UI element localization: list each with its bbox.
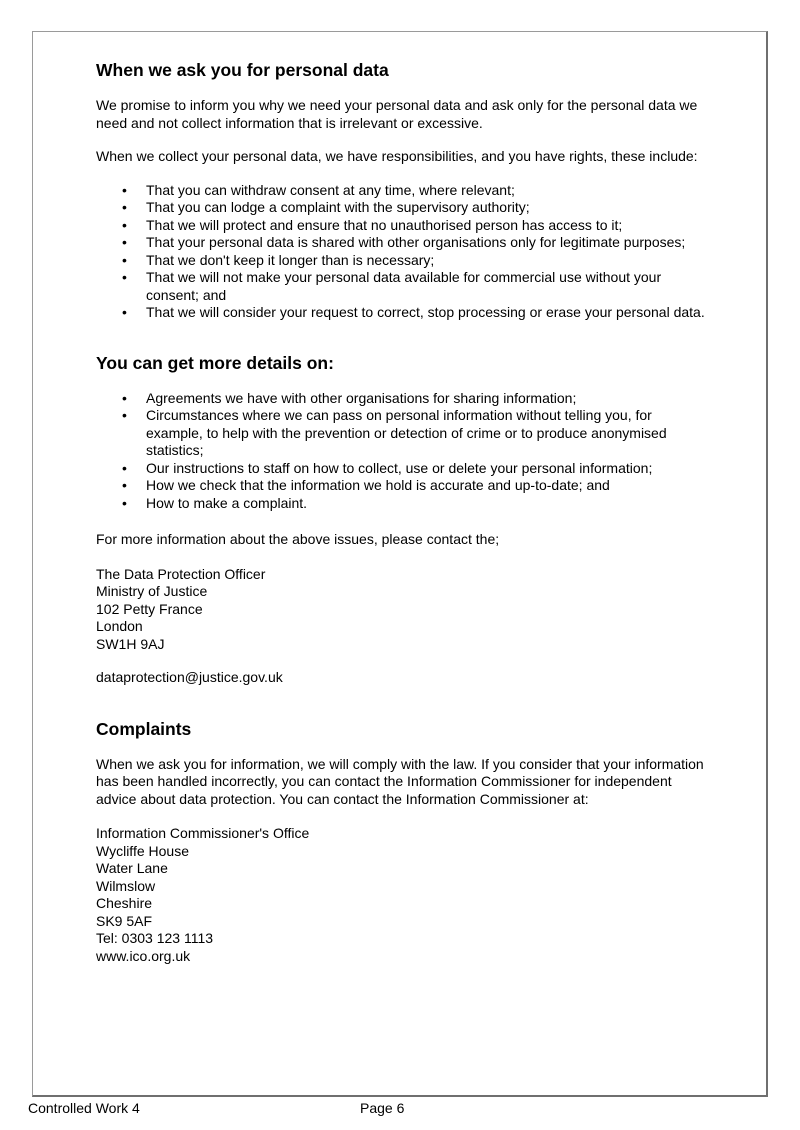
heading-personal-data: When we ask you for personal data — [96, 60, 389, 80]
ico-address-block — [96, 825, 710, 965]
address-line: Tel: 0303 123 1113 — [96, 930, 214, 946]
address-line: Information Commissioner's Office — [96, 825, 310, 841]
list-item: • That we will not make your personal data available for commercial use without your consent; and — [146, 269, 710, 304]
heading-more-details: You can get more details on: — [96, 352, 334, 373]
list-item: • That you can lodge a complaint with the supervisory authority; — [146, 199, 710, 217]
list-item: • How to make a complaint. — [146, 495, 710, 513]
footer-page-number: Page 6 — [360, 1100, 405, 1116]
heading-complaints: Complaints — [96, 718, 192, 739]
address-line: Ministry of Justice — [96, 583, 208, 599]
address-line: The Data Protection Officer — [96, 565, 266, 582]
address-line: www.ico.org.uk — [96, 947, 191, 964]
address-line: Wilmslow — [96, 877, 156, 894]
list-item: • Agreements we have with other organisations for sharing information; — [146, 390, 710, 408]
rights-bullet-list — [96, 182, 710, 322]
address-line: 102 Petty France — [96, 600, 203, 617]
list-item: • That you can withdraw consent at any time, where relevant; — [146, 182, 710, 200]
list-item: • Our instructions to staff on how to collect, use or delete your personal information; — [146, 460, 710, 478]
page-footer — [0, 1100, 800, 1120]
address-line: Cheshire — [96, 895, 153, 911]
address-line: Wycliffe House — [96, 842, 189, 859]
paragraph-collect: When we collect your personal data, we have responsibilities, and you have rights, these include: — [96, 148, 698, 164]
paragraph-more-info: For more information about the above issues, please contact the; — [96, 531, 500, 547]
address-line: SK9 5AF — [96, 912, 153, 929]
details-bullet-list — [96, 390, 710, 513]
list-item: • That we don't keep it longer than is necessary; — [146, 252, 710, 270]
list-item: • That your personal data is shared with other organisations only for legitimate purposes; — [146, 234, 710, 252]
list-item: • That we will consider your request to correct, stop processing or erase your personal data. — [146, 304, 710, 322]
document-page-border — [32, 31, 768, 1097]
list-item: • How we check that the information we hold is accurate and up-to-date; and — [146, 477, 710, 495]
address-line: SW1H 9AJ — [96, 635, 165, 652]
footer-document-name: Controlled Work 4 — [28, 1100, 140, 1116]
dpo-address-block — [96, 566, 710, 654]
dpo-email: dataprotection@justice.gov.uk — [96, 669, 283, 685]
address-line: London — [96, 618, 143, 634]
address-line: Water Lane — [96, 860, 168, 876]
list-item: • That we will protect and ensure that no unauthorised person has access to it; — [146, 217, 710, 235]
paragraph-promise: We promise to inform you why we need your personal data and ask only for the personal data we need and not collect information that is irrelevant or excessive. — [96, 97, 698, 131]
paragraph-complaints: When we ask you for information, we will comply with the law. If you consider that your information has been handled incorrectly, you can contact the Information Commissioner for independent advice about data protection. You can contact the Information Commissioner at: — [96, 755, 704, 807]
list-item: • Circumstances where we can pass on personal information without telling you, for example, to help with the prevention or detection of crime or to produce anonymised statistics; — [146, 407, 710, 460]
